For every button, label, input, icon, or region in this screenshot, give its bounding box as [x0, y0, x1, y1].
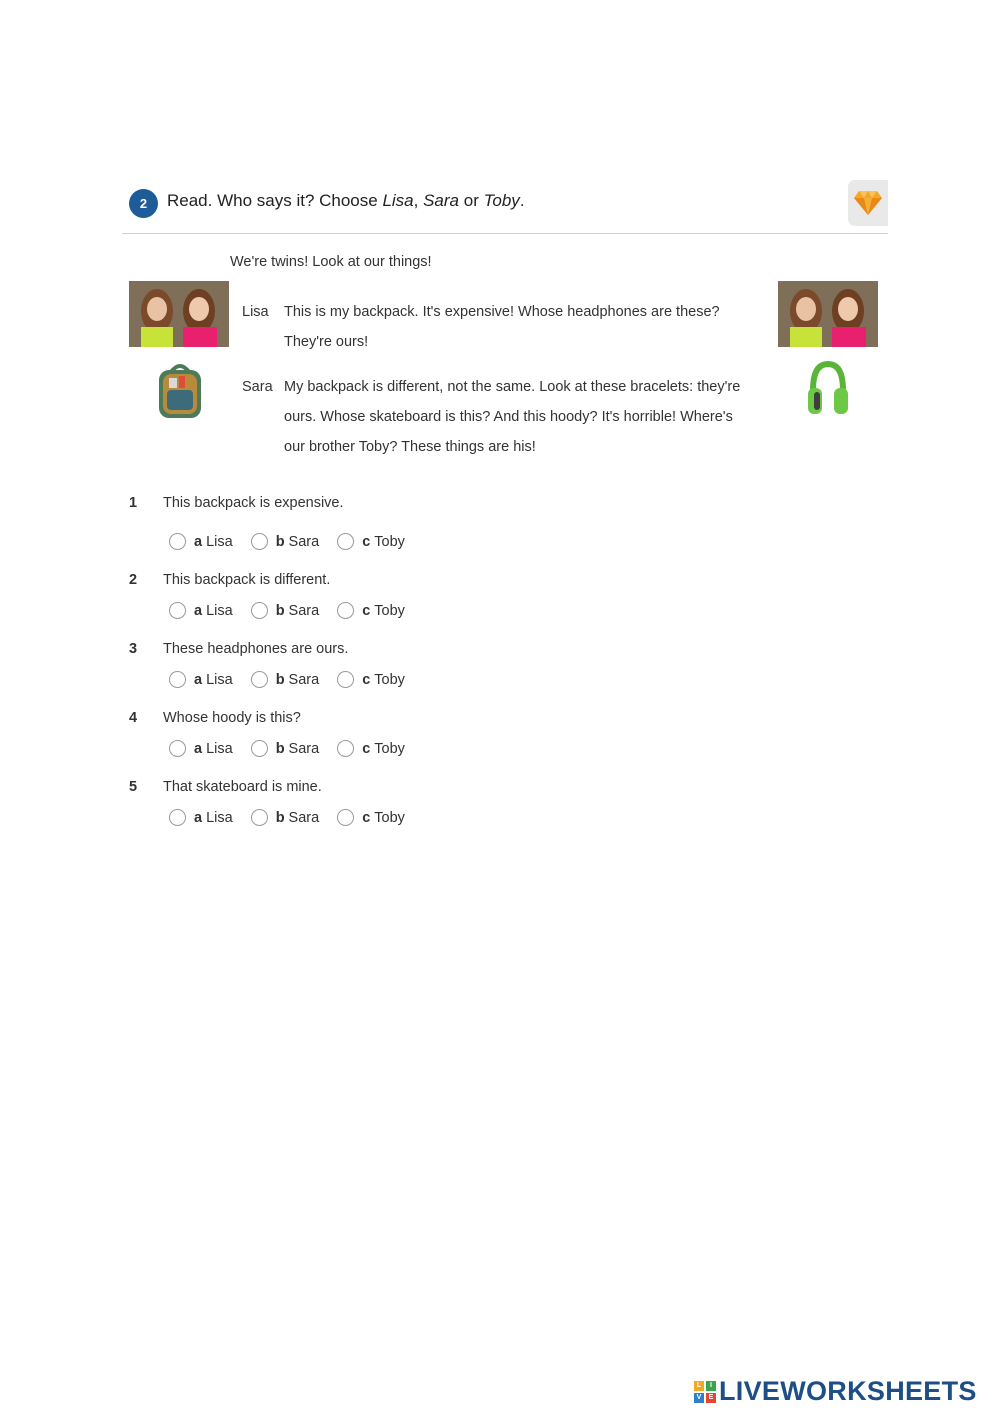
question-text: That skateboard is mine. — [163, 779, 322, 795]
option-lisa[interactable] — [169, 740, 233, 757]
option-sara[interactable] — [251, 740, 320, 757]
question-number: 4 — [129, 710, 138, 726]
radio-button[interactable] — [337, 671, 354, 688]
option-name: Toby — [374, 602, 405, 619]
radio-button[interactable] — [251, 671, 268, 688]
option-letter: a — [194, 809, 203, 826]
radio-button[interactable] — [169, 809, 186, 826]
question-number: 2 — [129, 572, 138, 588]
lisa-line-2: They're ours! — [284, 334, 369, 350]
option-letter: c — [362, 809, 371, 826]
option-sara[interactable] — [251, 533, 320, 550]
liveworksheets-logo — [694, 1376, 977, 1407]
answer-options — [169, 533, 423, 550]
option-toby[interactable] — [337, 740, 405, 757]
instruction-name-lisa: Lisa — [382, 191, 414, 210]
instruction-name-toby: Toby — [483, 191, 520, 210]
radio-button[interactable] — [337, 809, 354, 826]
lisa-line-1: This is my backpack. It's expensive! Whose headphones are these? — [284, 304, 720, 320]
option-toby[interactable] — [337, 671, 405, 688]
question-text: These headphones are ours. — [163, 641, 349, 657]
radio-button[interactable] — [169, 740, 186, 757]
option-name: Lisa — [206, 602, 233, 619]
question-text: Whose hoody is this? — [163, 710, 301, 726]
radio-button[interactable] — [251, 740, 268, 757]
backpack-image — [153, 360, 207, 425]
option-toby[interactable] — [337, 533, 405, 550]
radio-button[interactable] — [251, 602, 268, 619]
instruction-sep: or — [459, 191, 484, 210]
logo-square: E — [706, 1393, 716, 1403]
twins-photo-left — [129, 281, 229, 347]
radio-button[interactable] — [337, 740, 354, 757]
sara-line-2: ours. Whose skateboard is this? And this hoody? It's horrible! Where's — [284, 409, 733, 425]
instruction-sep: , — [413, 191, 424, 210]
radio-button[interactable] — [169, 533, 186, 550]
question-number: 3 — [129, 641, 138, 657]
option-lisa[interactable] — [169, 602, 233, 619]
option-letter: a — [194, 602, 203, 619]
twins-photo — [778, 281, 878, 347]
option-letter: c — [362, 671, 371, 688]
logo-square: V — [694, 1393, 704, 1403]
option-letter: b — [275, 602, 285, 619]
sara-line-1: My backpack is different, not the same. Look at these bracelets: they're — [284, 379, 741, 395]
option-name: Lisa — [206, 809, 233, 826]
headphones-image — [805, 360, 851, 423]
instruction-name-sara: Sara — [423, 191, 460, 210]
option-letter: b — [275, 809, 285, 826]
option-name: Sara — [288, 533, 320, 550]
option-letter: b — [275, 740, 285, 757]
radio-button[interactable] — [337, 602, 354, 619]
diamond-icon — [853, 190, 883, 216]
option-name: Toby — [374, 740, 405, 757]
option-letter: c — [362, 533, 371, 550]
twins-photo — [129, 281, 229, 347]
option-name: Sara — [288, 740, 320, 757]
instruction — [167, 190, 525, 212]
option-lisa[interactable] — [169, 533, 233, 550]
logo-square: L — [694, 1381, 704, 1391]
instruction-prefix: Read. Who says it? Choose — [167, 191, 383, 210]
header-divider — [122, 233, 888, 234]
sara-line-3: our brother Toby? These things are his! — [284, 439, 536, 455]
radio-button[interactable] — [251, 809, 268, 826]
option-sara[interactable] — [251, 602, 320, 619]
logo-text: LIVEWORKSHEETS — [719, 1376, 977, 1406]
option-letter: b — [275, 533, 285, 550]
option-name: Sara — [288, 602, 320, 619]
question-text: This backpack is different. — [163, 572, 331, 588]
answer-options — [169, 740, 423, 757]
answer-options — [169, 809, 423, 826]
logo-square: I — [706, 1381, 716, 1391]
option-letter: a — [194, 671, 203, 688]
option-name: Lisa — [206, 671, 233, 688]
option-name: Sara — [288, 809, 320, 826]
option-name: Toby — [374, 809, 405, 826]
option-lisa[interactable] — [169, 809, 233, 826]
radio-button[interactable] — [337, 533, 354, 550]
radio-button[interactable] — [169, 671, 186, 688]
option-toby[interactable] — [337, 602, 405, 619]
option-name: Lisa — [206, 740, 233, 757]
answer-options — [169, 671, 423, 688]
option-name: Lisa — [206, 533, 233, 550]
option-letter: b — [275, 671, 285, 688]
option-letter: a — [194, 533, 203, 550]
exercise-number-badge — [129, 189, 158, 218]
option-sara[interactable] — [251, 671, 320, 688]
instruction-end: . — [519, 191, 525, 210]
option-lisa[interactable] — [169, 671, 233, 688]
speaker-sara: Sara — [242, 379, 273, 395]
option-letter: c — [362, 602, 371, 619]
radio-button[interactable] — [169, 602, 186, 619]
option-name: Sara — [288, 671, 320, 688]
radio-button[interactable] — [251, 533, 268, 550]
option-name: Toby — [374, 671, 405, 688]
option-toby[interactable] — [337, 809, 405, 826]
option-sara[interactable] — [251, 809, 320, 826]
exercise-number: 2 — [139, 196, 148, 211]
option-name: Toby — [374, 533, 405, 550]
passage-intro: We're twins! Look at our things! — [230, 254, 432, 270]
logo-squares-icon — [694, 1381, 716, 1403]
question-number: 1 — [129, 495, 138, 511]
twins-photo-right — [778, 281, 878, 347]
answer-options — [169, 602, 423, 619]
option-letter: a — [194, 740, 203, 757]
speaker-lisa: Lisa — [242, 304, 269, 320]
question-text: This backpack is expensive. — [163, 495, 344, 511]
diamond-icon-button[interactable] — [848, 180, 888, 226]
question-number: 5 — [129, 779, 138, 795]
option-letter: c — [362, 740, 371, 757]
